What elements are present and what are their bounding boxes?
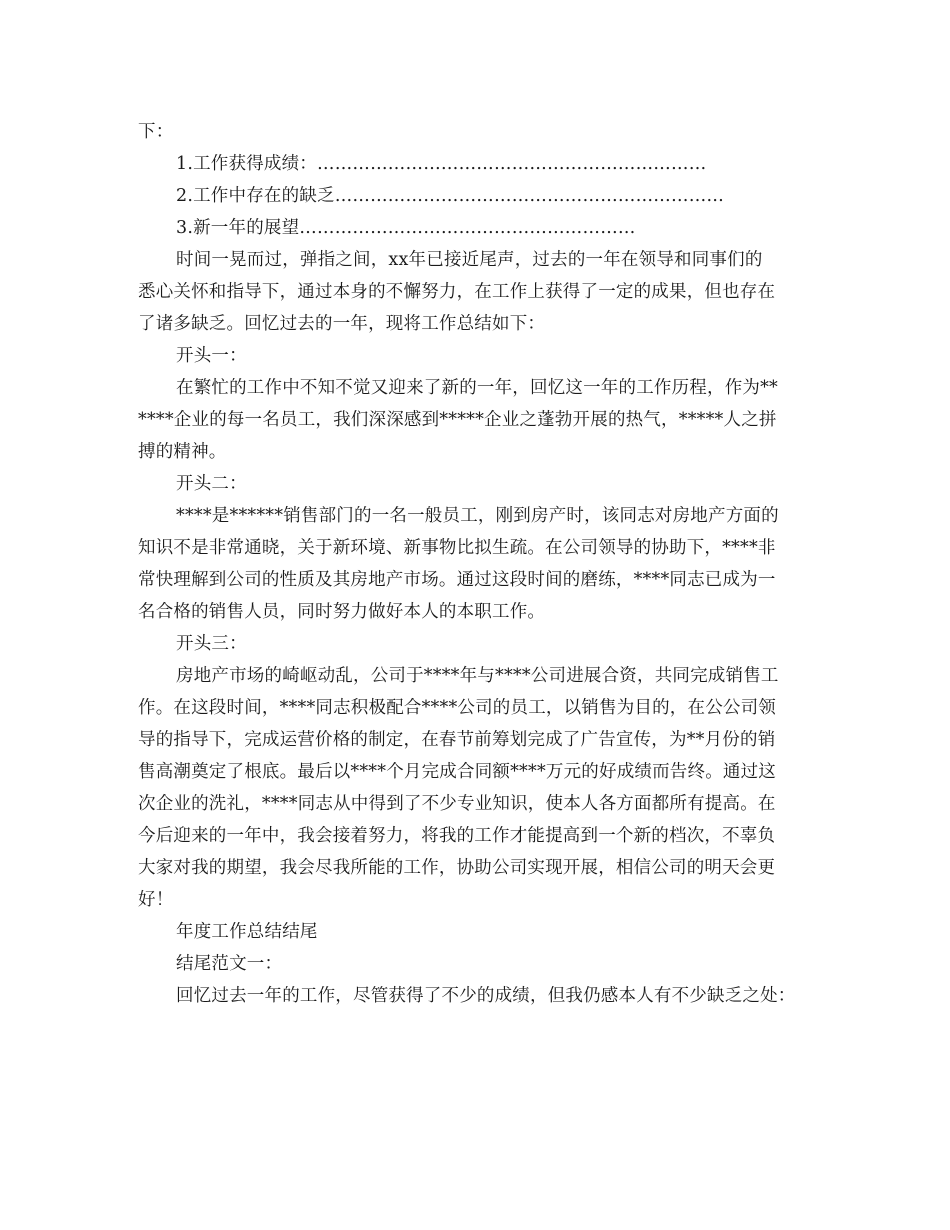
list-item-shortcomings: 2.工作中存在的缺乏………………………………………………………… <box>176 186 725 206</box>
paragraph-line: 好！ <box>138 890 174 910</box>
paragraph-line: ****企业的每一名员工，我们深深感到*****企业之蓬勃开展的热气，*****人之拼 <box>138 410 777 430</box>
paragraph-line: 悉心关怀和指导下，通过本身的不懈努力，在工作上获得了一定的成果，但也存在 <box>138 282 776 302</box>
paragraph-line: 名合格的销售人员，同时努力做好本人的本职工作。 <box>138 602 546 622</box>
paragraph-line: 售高潮奠定了根底。最后以****个月完成合同额****万元的好成绩而告终。通过这 <box>138 762 776 782</box>
paragraph-line: 搏的精神。 <box>138 442 227 462</box>
list-item-achievements: 1.工作获得成绩：………………………………………………………… <box>176 154 707 174</box>
document-body <box>138 116 828 1012</box>
paragraph-line: 作。在这段时间，****同志积极配合****公司的员工，以销售为目的，在公公司领 <box>138 698 776 718</box>
paragraph-line: 常快理解到公司的性质及其房地产市场。通过这段时间的磨练，****同志已成为一 <box>138 570 776 590</box>
paragraph-line: 房地产市场的崎岖动乱，公司于****年与****公司进展合资，共同完成销售工 <box>176 666 779 686</box>
section-heading: 开头二： <box>176 474 247 494</box>
list-item-outlook: 3.新一年的展望………………………………………………… <box>176 218 636 238</box>
paragraph-line: 回忆过去一年的工作，尽管获得了不少的成绩，但我仍感本人有不少缺乏之处： <box>176 986 796 1006</box>
paragraph-line: 知识不是非常通晓，关于新环境、新事物比拟生疏。在公司领导的协助下，****非 <box>138 538 776 558</box>
paragraph-line: 在繁忙的工作中不知不觉又迎来了新的一年，回忆这一年的工作历程，作为** <box>176 378 778 398</box>
paragraph-line: 今后迎来的一年中，我会接着努力，将我的工作才能提高到一个新的档次，不辜负 <box>138 826 776 846</box>
section-heading: 开头一： <box>176 346 247 366</box>
paragraph-line: 大家对我的期望，我会尽我所能的工作，协助公司实现开展，相信公司的明天会更 <box>138 858 776 878</box>
section-heading: 年度工作总结结尾 <box>176 922 318 942</box>
section-heading: 开头三： <box>176 634 247 654</box>
paragraph-line: 时间一晃而过，弹指之间，xx年已接近尾声，过去的一年在领导和同事们的 <box>176 250 763 270</box>
paragraph-line: 次企业的洗礼，****同志从中得到了不少专业知识，使本人各方面都所有提高。在 <box>138 794 776 814</box>
section-heading: 结尾范文一： <box>176 954 283 974</box>
paragraph-line: 导的指导下，完成运营价格的制定，在春节前筹划完成了广告宣传，为**月份的销 <box>138 730 776 750</box>
paragraph-line: ****是******销售部门的一名一般员工，刚到房产时，该同志对房地产方面的 <box>176 506 779 526</box>
text-line: 下： <box>138 122 174 142</box>
paragraph-line: 了诸多缺乏。回忆过去的一年，现将工作总结如下： <box>138 314 546 334</box>
